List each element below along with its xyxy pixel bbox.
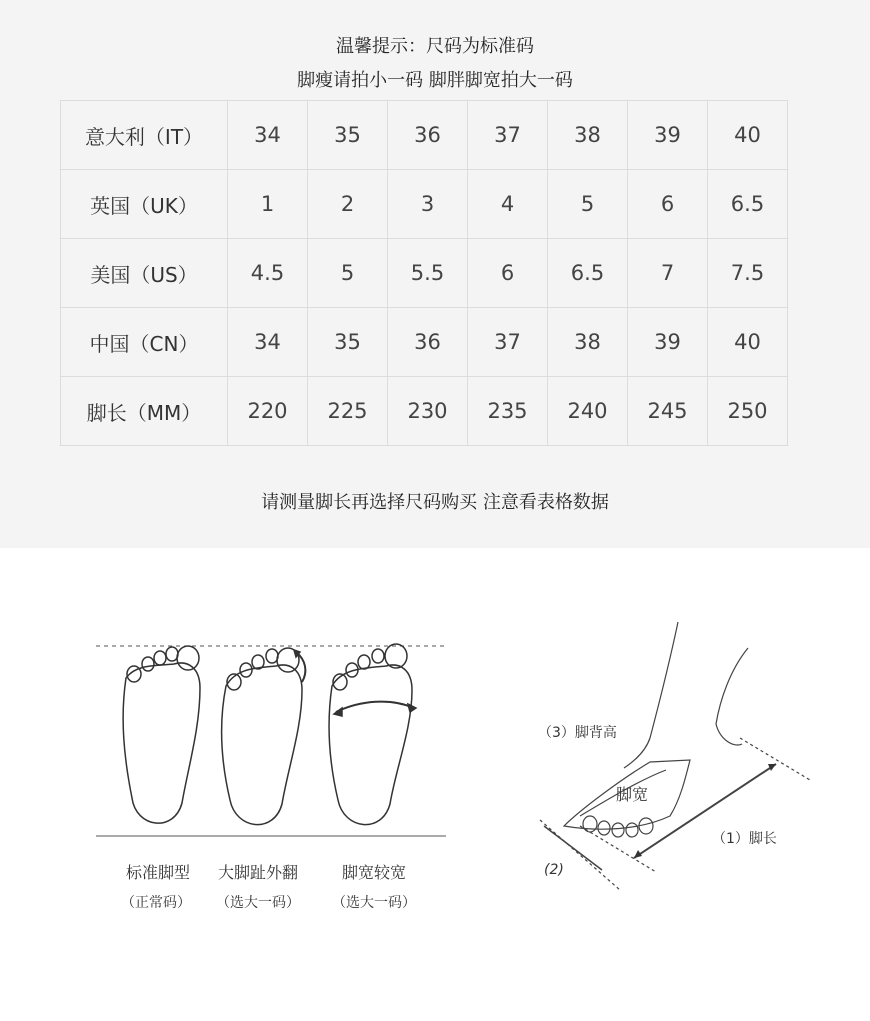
table-cell: 225: [308, 377, 388, 446]
table-cell: 35: [308, 308, 388, 377]
table-cell: 2: [308, 170, 388, 239]
width-marker-label: (2): [544, 862, 564, 878]
table-cell: 36: [388, 101, 468, 170]
table-cell: 38: [548, 308, 628, 377]
width-label: 脚宽: [616, 785, 649, 804]
table-cell: 37: [468, 308, 548, 377]
foot-type-label: 大脚趾外翻: [217, 863, 298, 882]
table-cell: 35: [308, 101, 388, 170]
row-label: 中国（CN）: [61, 308, 228, 377]
table-cell: 4: [468, 170, 548, 239]
table-cell: 40: [708, 308, 788, 377]
table-cell: 235: [468, 377, 548, 446]
table-row: [61, 239, 788, 308]
table-cell: 6.5: [548, 239, 628, 308]
table-cell: 245: [628, 377, 708, 446]
leg-outline-back: [716, 648, 748, 745]
foot-type-label: 标准脚型: [125, 863, 190, 882]
table-cell: 7.5: [708, 239, 788, 308]
leg-outline: [624, 622, 678, 768]
table-cell: 38: [548, 101, 628, 170]
measure-note: 请测量脚长再选择尺码购买 注意看表格数据: [261, 492, 609, 513]
table-cell: 6: [468, 239, 548, 308]
hint-standard-size: 温馨提示：尺码为标准码: [336, 36, 534, 57]
size-table: [60, 100, 788, 446]
table-row: [61, 377, 788, 446]
table-cell: 34: [228, 308, 308, 377]
instep-label: （3）脚背高: [538, 725, 617, 741]
table-cell: 34: [228, 101, 308, 170]
foot-type-advice: （选大一码）: [216, 895, 300, 911]
table-cell: 1: [228, 170, 308, 239]
row-label: 意大利（IT）: [61, 101, 228, 170]
wide-foot-icon: [329, 644, 416, 825]
table-cell: 40: [708, 101, 788, 170]
bunion-foot-icon: [222, 648, 306, 825]
table-cell: 36: [388, 308, 468, 377]
table-cell: 220: [228, 377, 308, 446]
table-cell: 5: [308, 239, 388, 308]
row-label: 美国（US）: [61, 239, 228, 308]
table-cell: 39: [628, 101, 708, 170]
foot-measure-diagram: [520, 620, 820, 900]
foot-types-illustration: [96, 628, 446, 848]
table-cell: 240: [548, 377, 628, 446]
table-cell: 230: [388, 377, 468, 446]
standard-foot-icon: [123, 646, 200, 823]
table-cell: 4.5: [228, 239, 308, 308]
table-cell: 250: [708, 377, 788, 446]
table-cell: 39: [628, 308, 708, 377]
table-cell: 5.5: [388, 239, 468, 308]
foot-type-advice: （选大一码）: [332, 895, 416, 911]
table-row: [61, 170, 788, 239]
table-cell: 7: [628, 239, 708, 308]
foot-type-advice: （正常码）: [121, 895, 191, 911]
hint-size-advice: 脚瘦请拍小一码 脚胖脚宽拍大一码: [297, 70, 573, 91]
foot-type-label: 脚宽较宽: [341, 863, 406, 882]
length-label: （1）脚长: [712, 831, 777, 847]
table-cell: 5: [548, 170, 628, 239]
table-cell: 6: [628, 170, 708, 239]
row-label: 英国（UK）: [61, 170, 228, 239]
table-cell: 6.5: [708, 170, 788, 239]
table-row: [61, 308, 788, 377]
table-row: [61, 101, 788, 170]
table-cell: 3: [388, 170, 468, 239]
row-label: 脚长（MM）: [61, 377, 228, 446]
table-cell: 37: [468, 101, 548, 170]
